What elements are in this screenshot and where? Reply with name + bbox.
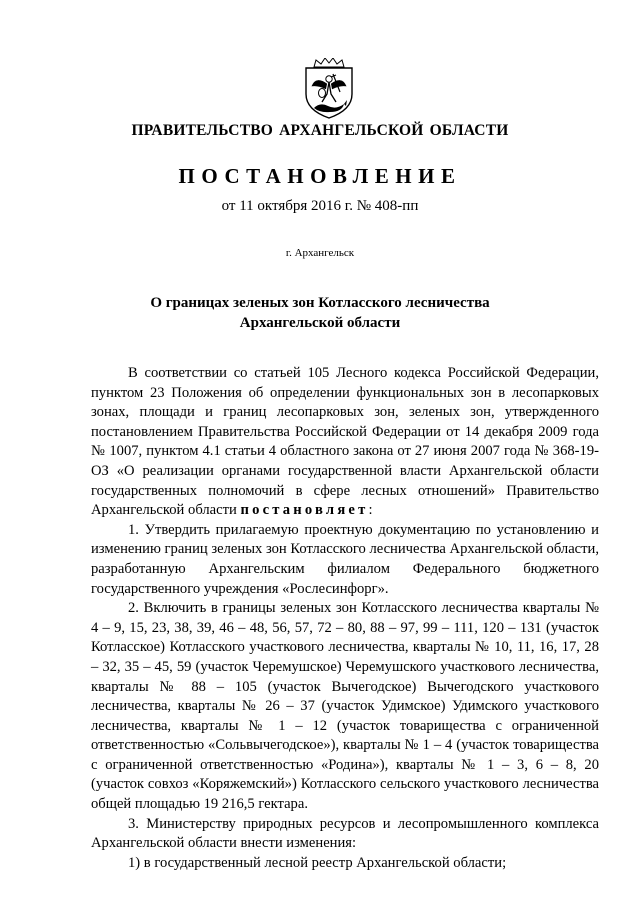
paragraph-1: 1. Утвердить прилагаемую проектную документацию по установлению и изменению границ зеленых зон Котласского лесничества Архангельской области, разработанную Архангельским филиалом Федерального бюджетного государственного учреждения «Рослесинфорг». xyxy=(91,521,599,597)
paragraph-2: 2. Включить в границы зеленых зон Котласского лесничества кварталы № 4 – 9, 15, 23, 38, 39, 46 – 48, 56, 57, 72 – 80, 88 – 97, 99 – 111, 120 – 131 (участок Котласское) Котласского участкового лесничества, кварталы № 10, 11, 16, 17, 28 – 32, 35 – 45, 59 (участок Черемушское) Черемушского участкового лесничества, кварталы № 88 – 105 (участок Вычегодское) Вычегодского участкового лесничества, кварталы № 26 – 37 (участок Удимское) Удимского участкового лесничества, кварталы № 1 – 12 (участок товарищества с ограниченной ответственностью «Сольвычегодское»), кварталы № 1 – 4 (участок товарищества с ограниченной ответственностью «Родина»), кварталы № 1 – 3, 6 – 8, 20 (участок совхоз «Коряжемский») Котласского сельского участкового лесничества общей площадью 19 216,5 гектара. xyxy=(91,600,599,813)
archangel-coat-of-arms-icon xyxy=(300,58,358,120)
document-date-number: от 11 октября 2016 г. № 408-пп xyxy=(221,198,419,214)
document-body xyxy=(91,364,599,873)
paragraph-3-item-1: 1) в государственный лесной реестр Архангельской области; xyxy=(128,854,507,871)
document-city: г. Архангельск xyxy=(285,247,355,259)
document-heading xyxy=(0,293,640,333)
resolves-colon: : xyxy=(368,502,373,519)
paragraph-3: 3. Министерству природных ресурсов и лесопромышленного комплекса Архангельской области внести изменения: xyxy=(91,815,599,852)
heading-line-1: О границах зеленых зон Котласского лесничества xyxy=(150,295,490,311)
resolves-word: постановляет xyxy=(240,502,369,519)
preamble-text: В соответствии со статьей 105 Лесного кодекса Российской Федерации, пунктом 23 Положения об определении функциональных зон в лесопарковых зонах, площади и границ лесопарковых зон, зеленых зон, утвержденного постановлением Правительства Российской Федерации от 14 декабря 2009 года № 1007, пунктом 4.1 статьи 4 областного закона от 27 июня 2007 года № 368-19-ОЗ «О реализации органами государственной власти Архангельской области государственных полномочий в сфере лесных отношений» Правительство Архангельской области xyxy=(91,365,599,519)
preamble-paragraph xyxy=(91,364,599,521)
heading-line-2: Архангельской области xyxy=(239,315,401,331)
document-type: ПОСТАНОВЛЕНИЕ xyxy=(178,164,462,188)
government-title: ПРАВИТЕЛЬСТВО АРХАНГЕЛЬСКОЙ ОБЛАСТИ xyxy=(131,122,509,139)
